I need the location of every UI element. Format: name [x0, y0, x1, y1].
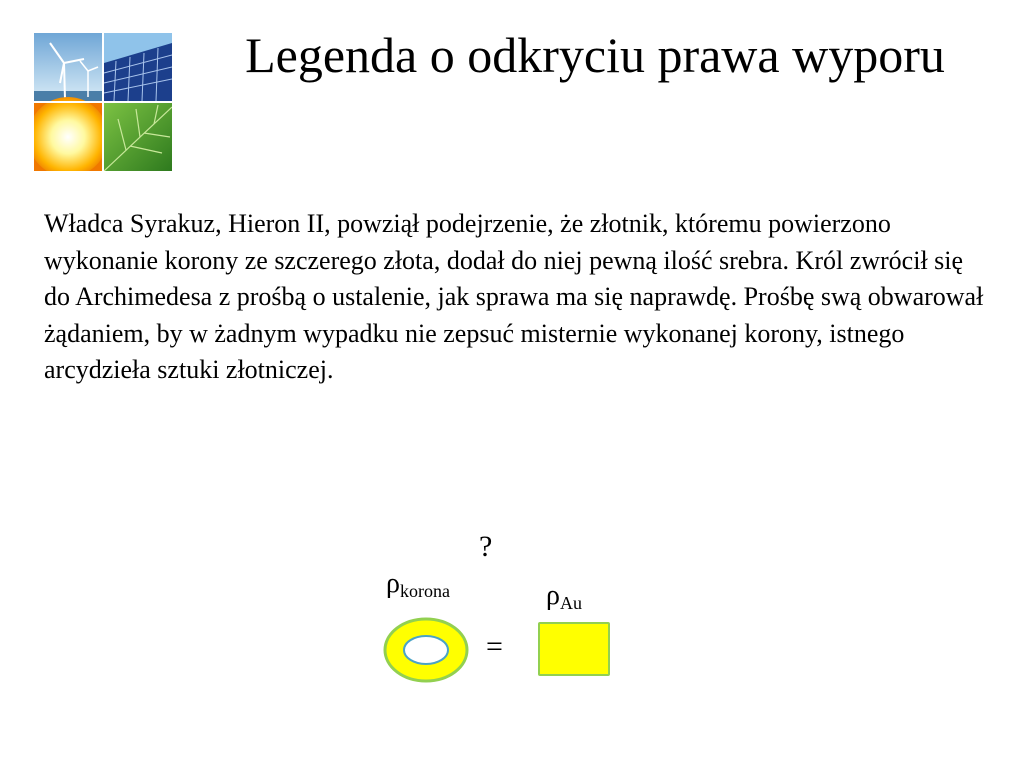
rho-au-label	[546, 580, 582, 614]
gold-block-shape	[538, 622, 610, 676]
rho-korona-label	[386, 568, 450, 602]
wind-turbine-icon	[34, 33, 102, 101]
equals-sign: =	[486, 630, 503, 663]
question-mark: ?	[479, 530, 493, 563]
renewable-energy-logo	[34, 33, 172, 171]
rho-symbol: ρ	[386, 568, 400, 599]
rho-symbol: ρ	[546, 580, 560, 611]
crown-ring-shape	[382, 616, 470, 684]
rho-korona-subscript: korona	[399, 581, 450, 601]
leaf-icon	[104, 103, 172, 171]
slide-title: Legenda o odkryciu prawa wyporu	[245, 27, 945, 83]
rho-au-subscript: Au	[559, 593, 582, 613]
body-paragraph: Władca Syrakuz, Hieron II, powziął podejrzenie, że złotnik, któremu powierzono wykonanie korony ze szczerego złota, dodał do niej pewną ilość srebra. Król zwrócił się do Archimedesa z prośbą o ustalenie, jak sprawa ma się naprawdę. Prośbę swą obwarował żądaniem, by w żadnym wypadku nie zepsuć misternie wykonanej korony, istnego arcydzieła sztuki złotniczej.	[44, 209, 984, 384]
sun-icon	[34, 97, 108, 171]
solar-panel-icon	[104, 33, 172, 101]
